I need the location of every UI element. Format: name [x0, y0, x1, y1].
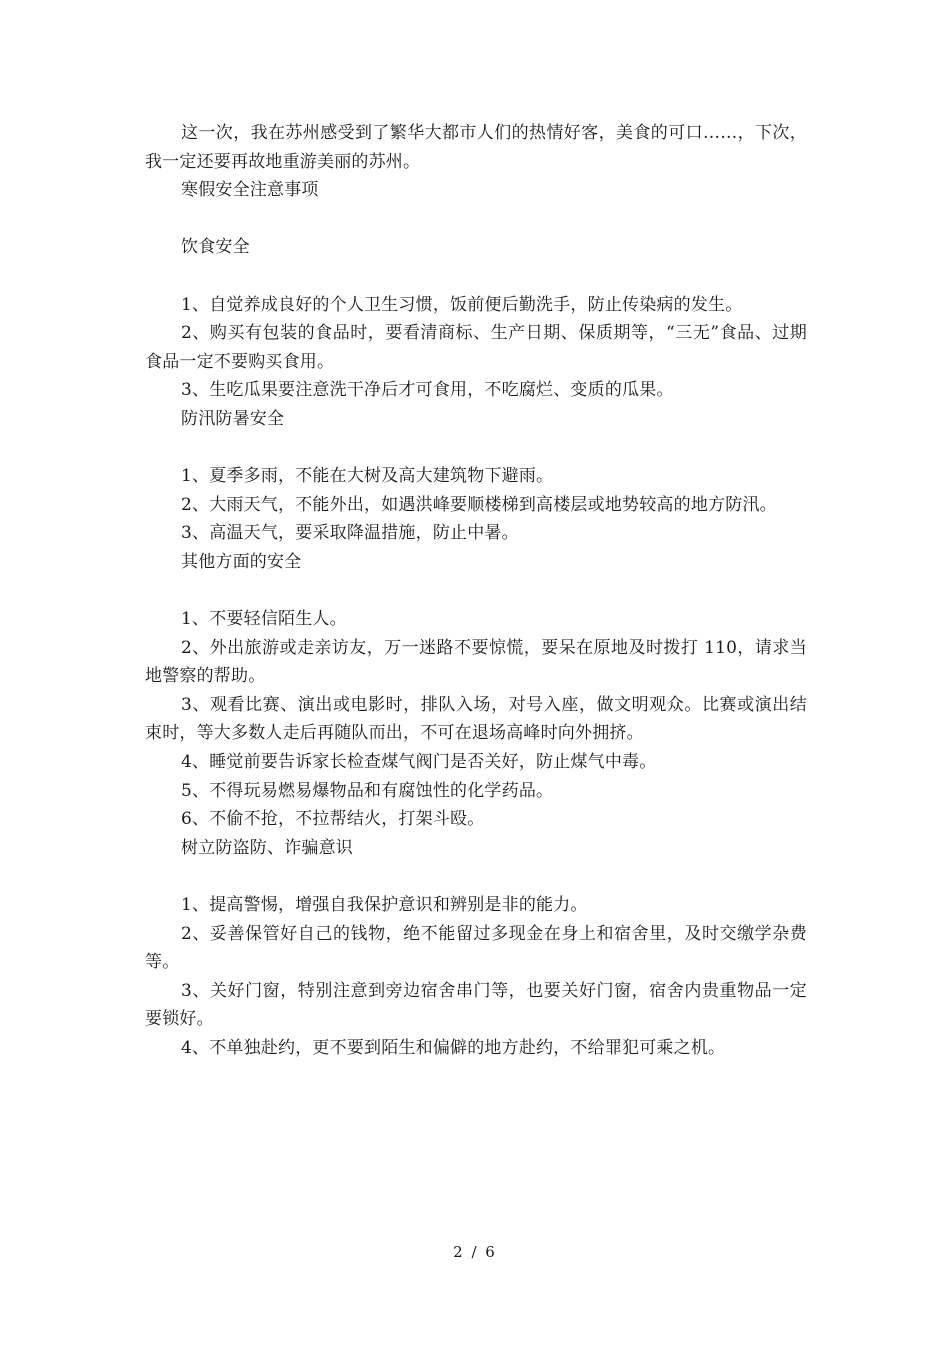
paragraph: 2、外出旅游或走亲访友，万一迷路不要惊慌，要呆在原地及时拨打 110，请求当地警察的帮助。	[145, 637, 807, 687]
paragraph: 3、生吃瓜果要注意洗干净后才可食用，不吃腐烂、变质的瓜果。	[181, 380, 674, 401]
paragraph: 2、大雨天气，不能外出，如遇洪峰要顺楼梯到高楼层或地势较高的地方防汛。	[181, 494, 777, 515]
blank-line	[145, 862, 807, 891]
document-body	[145, 119, 807, 1063]
paragraph: 3、关好门窗，特别注意到旁边宿舍串门等，也要关好门窗，宿舍内贵重物品一定要锁好。	[145, 980, 807, 1030]
blank-line	[145, 577, 807, 606]
paragraph: 3、高温天气，要采取降温措施，防止中暑。	[181, 523, 519, 544]
paragraph: 4、不单独赴约，更不要到陌生和偏僻的地方赴约，不给罪犯可乘之机。	[181, 1038, 726, 1058]
blank-line	[145, 434, 807, 463]
blank-line	[145, 262, 807, 291]
paragraph: 2、购买有包装的食品时，要看清商标、生产日期、保质期等，“三无”食品、过期食品一定不要购买食用。	[145, 323, 807, 372]
paragraph: 这一次，我在苏州感受到了繁华大都市人们的热情好客，美食的可口……，下次，我一定还要再故地重游美丽的苏州。	[145, 123, 807, 172]
section-heading: 饮食安全	[181, 237, 250, 258]
section-heading: 寒假安全注意事项	[181, 180, 319, 201]
paragraph: 3、观看比赛、演出或电影时，排队入场，对号入座，做文明观众。比赛或演出结束时，等大多数人走后再随队而出，不可在退场高峰时向外拥挤。	[145, 694, 807, 744]
paragraph: 5、不得玩易燃易爆物品和有腐蚀性的化学药品。	[181, 780, 554, 801]
paragraph: 4、睡觉前要告诉家长检查煤气阀门是否关好，防止煤气中毒。	[181, 752, 657, 773]
section-heading: 树立防盗防、诈骗意识	[181, 837, 353, 858]
blank-line	[145, 205, 807, 234]
paragraph: 1、自觉养成良好的个人卫生习惯，饭前便后勤洗手，防止传染病的发生。	[181, 294, 743, 315]
paragraph: 2、妥善保管好自己的钱物，绝不能留过多现金在身上和宿舍里，及时交缴学杂费等。	[145, 923, 807, 973]
paragraph: 1、不要轻信陌生人。	[181, 609, 347, 630]
section-heading: 防汛防暑安全	[181, 408, 285, 429]
page-number: 2 / 6	[453, 1243, 497, 1261]
paragraph: 1、提高警惕，增强自我保护意识和辨别是非的能力。	[181, 895, 588, 916]
paragraph: 6、不偷不抢，不拉帮结火，打架斗殴。	[181, 809, 485, 830]
section-heading: 其他方面的安全	[181, 551, 302, 572]
paragraph: 1、夏季多雨，不能在大树及高大建筑物下避雨。	[181, 466, 554, 487]
